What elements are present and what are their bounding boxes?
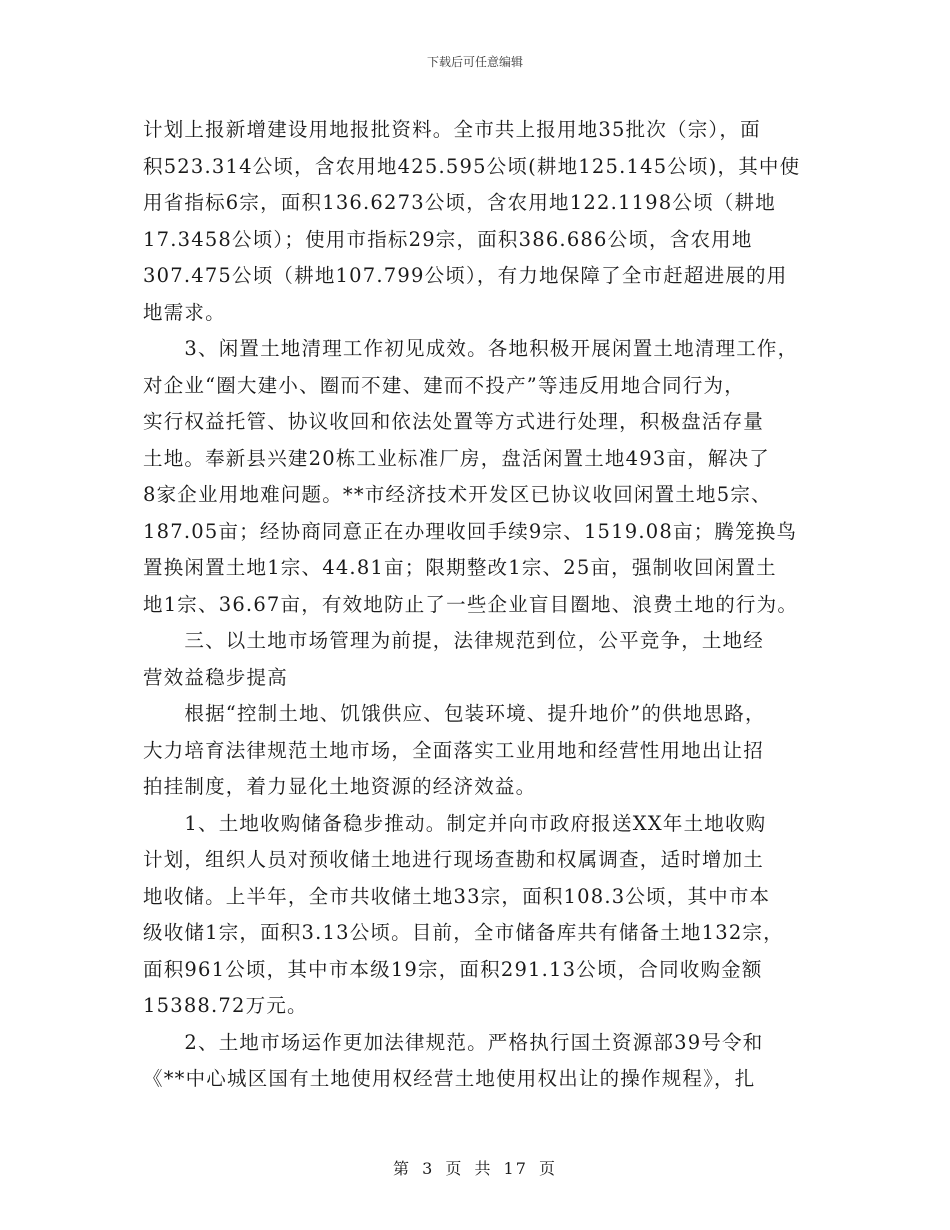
text-line: 8家企业用地难问题。**市经济技术开发区已协议收回闲置土地5宗、 (143, 483, 772, 506)
text-line: 3、闲置土地清理工作初见成效。各地积极开展闲置土地清理工作， (143, 337, 799, 360)
document-body (143, 112, 823, 1098)
section-heading-line: 营效益稳步提高 (143, 665, 288, 689)
text-line: 拍挂制度，着力显化土地资源的经济效益。 (143, 775, 537, 798)
header-note: 下载后可任意编辑 (426, 55, 523, 69)
text-line: 2、土地市场运作更加法律规范。严格执行国土资源部39号令和 (143, 1030, 764, 1054)
text-line: 计划上报新增建设用地报批资料。全市共上报用地35批次（宗），面 (143, 118, 761, 141)
text-line: 积523.314公顷，含农用地425.595公顷(耕地125.145公顷)，其中使 (143, 154, 801, 178)
text-line: 根据“控制土地、饥饿供应、包装环境、提升地价”的供地思路， (143, 702, 766, 725)
text-line: 用省指标6宗，面积136.6273公顷，含农用地122.1198公顷（耕地 (143, 191, 776, 214)
text-line: 大力培育法律规范土地市场，全面落实工业用地和经营性用地出让招 (143, 738, 765, 762)
text-line: 17.3458公顷）；使用市指标29宗，面积386.686公顷，含农用地 (143, 227, 753, 251)
text-line: 置换闲置土地1宗、44.81亩；限期整改1宗、25亩，强制收回闲置土 (143, 556, 777, 579)
text-line: 级收储1宗，面积3.13公顷。目前，全市储备库共有储备土地132宗， (143, 921, 784, 944)
text-line: 土地。奉新县兴建20栋工业标准厂房，盘活闲置土地493亩，解决了 (143, 446, 770, 470)
text-line: 面积961公顷，其中市本级19宗，面积291.13公顷，合同收购金额 (143, 957, 763, 981)
text-line: 《**中心城区国有土地使用权经营土地使用权出让的操作规程》，扎 (143, 1067, 756, 1090)
text-line: 1、土地收购储备稳步推动。制定并向市政府报送XX年土地收购 (143, 811, 767, 835)
text-line: 地需求。 (143, 300, 226, 324)
text-line: 15388.72万元。 (143, 994, 308, 1017)
text-line: 对企业“圈大建小、圈而不建、建而不投产”等违反用地合同行为， (143, 373, 745, 397)
text-line: 实行权益托管、协议收回和依法处置等方式进行处理，积极盘活存量 (143, 410, 765, 433)
text-line: 地1宗、36.67亩，有效地防止了一些企业盲目圈地、浪费土地的行为。 (143, 592, 799, 616)
text-line: 计划，组织人员对预收储土地进行现场查勘和权属调查，适时增加土 (143, 848, 765, 871)
text-line: 地收储。上半年，全市共收储土地33宗，面积108.3公顷，其中市本 (143, 884, 771, 908)
page-number: 第 3 页 共 17 页 (393, 1159, 557, 1178)
section-heading-line: 三、以土地市场管理为前提，法律规范到位，公平竞争，土地经 (143, 629, 765, 652)
text-line: 307.475公顷（耕地107.799公顷），有力地保障了全市赶超进展的用 (143, 264, 788, 287)
text-line: 187.05亩；经协商同意正在办理收回手续9宗、1519.08亩；腾笼换鸟 (143, 519, 798, 543)
